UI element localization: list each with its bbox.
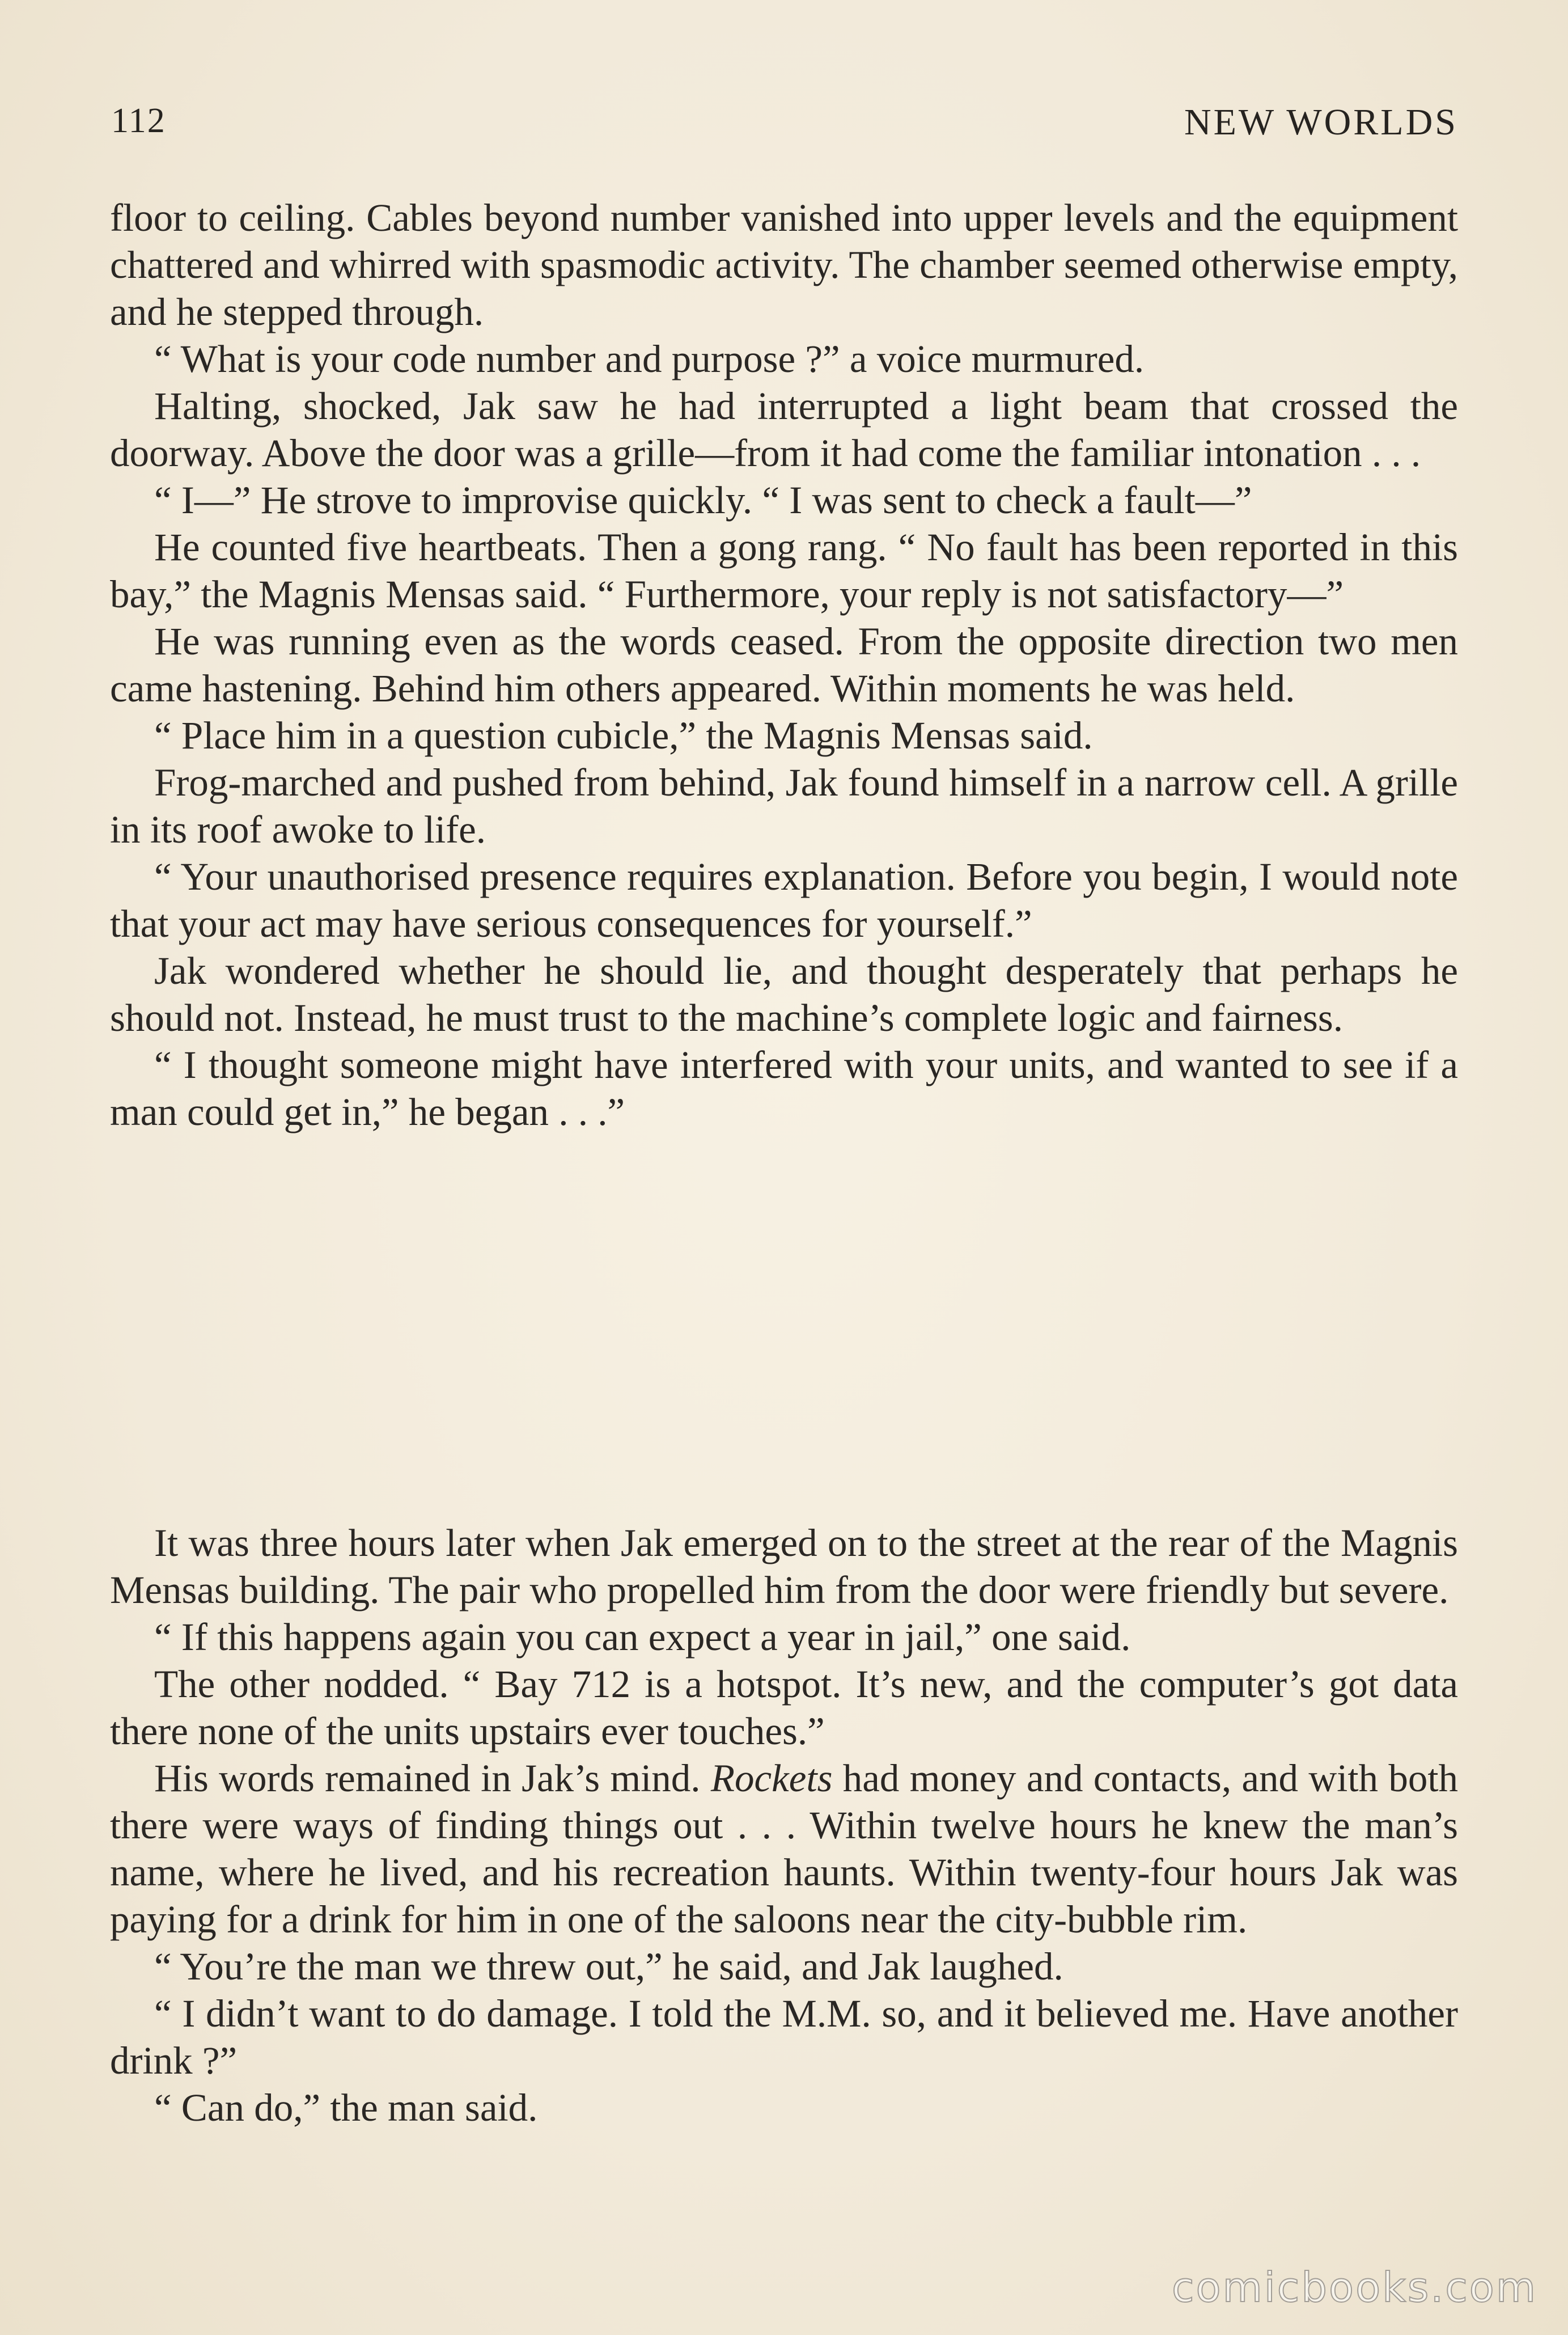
paragraph: “ What is your code number and purpose ?” a voice murmured. <box>154 337 1145 380</box>
watermark: comicbooks.com <box>1171 2264 1537 2311</box>
paragraph-rockets <box>110 1755 1458 1943</box>
paragraph: “ If this happens again you can expect a year in jail,” one said. <box>154 1615 1131 1659</box>
italic-title: Rockets <box>710 1757 833 1800</box>
page-number: 112 <box>111 101 166 140</box>
paragraph: “ Your unauthorised presence requires explanation. Before you begin, I would note that your act may have serious consequences for yourself.” <box>110 855 1458 945</box>
paragraph: “ I—” He strove to improvise quickly. “ I was sent to check a fault—” <box>154 479 1252 522</box>
paragraph: “ I thought someone might have interfered with your units, and wanted to see if a man could get in,” he began . . .” <box>110 1043 1458 1133</box>
paragraph-text: His words remained in Jak’s mind. <box>154 1757 711 1800</box>
paragraph-text: had money and contacts, and with both there were ways of finding things out . . . Within twelve hours he knew the man’s name, where he lived, and his recreation haunts. Within twenty-four hours Jak was paying for a drink for him in one of the saloons near the city-bubble rim. <box>110 1757 1458 1941</box>
paragraph: “ You’re the man we threw out,” he said, and Jak laughed. <box>154 1945 1063 1988</box>
paragraph: “ Can do,” the man said. <box>154 2086 538 2129</box>
running-title: NEW WORLDS <box>1184 101 1458 143</box>
paragraph: “ Place him in a question cubicle,” the Magnis Mensas said. <box>154 714 1093 757</box>
page-header <box>111 101 1458 152</box>
section-two-text <box>110 1520 1458 2131</box>
paragraph: The other nodded. “ Bay 712 is a hotspot. It’s new, and the computer’s got data there none of the units upstairs ever touches.” <box>110 1663 1458 1753</box>
section-one-text <box>110 194 1458 1136</box>
paragraph: Jak wondered whether he should lie, and thought desperately that perhaps he should not. Instead, he must trust to the machine’s complete logic and fairness. <box>110 949 1458 1039</box>
paragraph: Frog-marched and pushed from behind, Jak found himself in a narrow cell. A grille in its roof awoke to life. <box>110 761 1458 851</box>
paragraph: He was running even as the words ceased. From the opposite direction two men came hastening. Behind him others appeared. Within moments he was held. <box>110 620 1458 710</box>
paragraph: floor to ceiling. Cables beyond number vanished into upper levels and the equipment chattered and whirred with spasmodic activity. The chamber seemed otherwise empty, and he stepped through. <box>110 196 1458 333</box>
paragraph: It was three hours later when Jak emerged on to the street at the rear of the Magnis Mensas building. The pair who propelled him from the door were friendly but severe. <box>110 1521 1458 1611</box>
paragraph: Halting, shocked, Jak saw he had interrupted a light beam that crossed the doorway. Above the door was a grille—from it had come the familiar intonation . . . <box>110 384 1458 475</box>
paragraph: “ I didn’t want to do damage. I told the M.M. so, and it believed me. Have another drink ?” <box>110 1992 1458 2082</box>
paragraph: He counted five heartbeats. Then a gong rang. “ No fault has been reported in this bay,” the Magnis Mensas said. “ Furthermore, your reply is not satisfactory—” <box>110 526 1458 616</box>
